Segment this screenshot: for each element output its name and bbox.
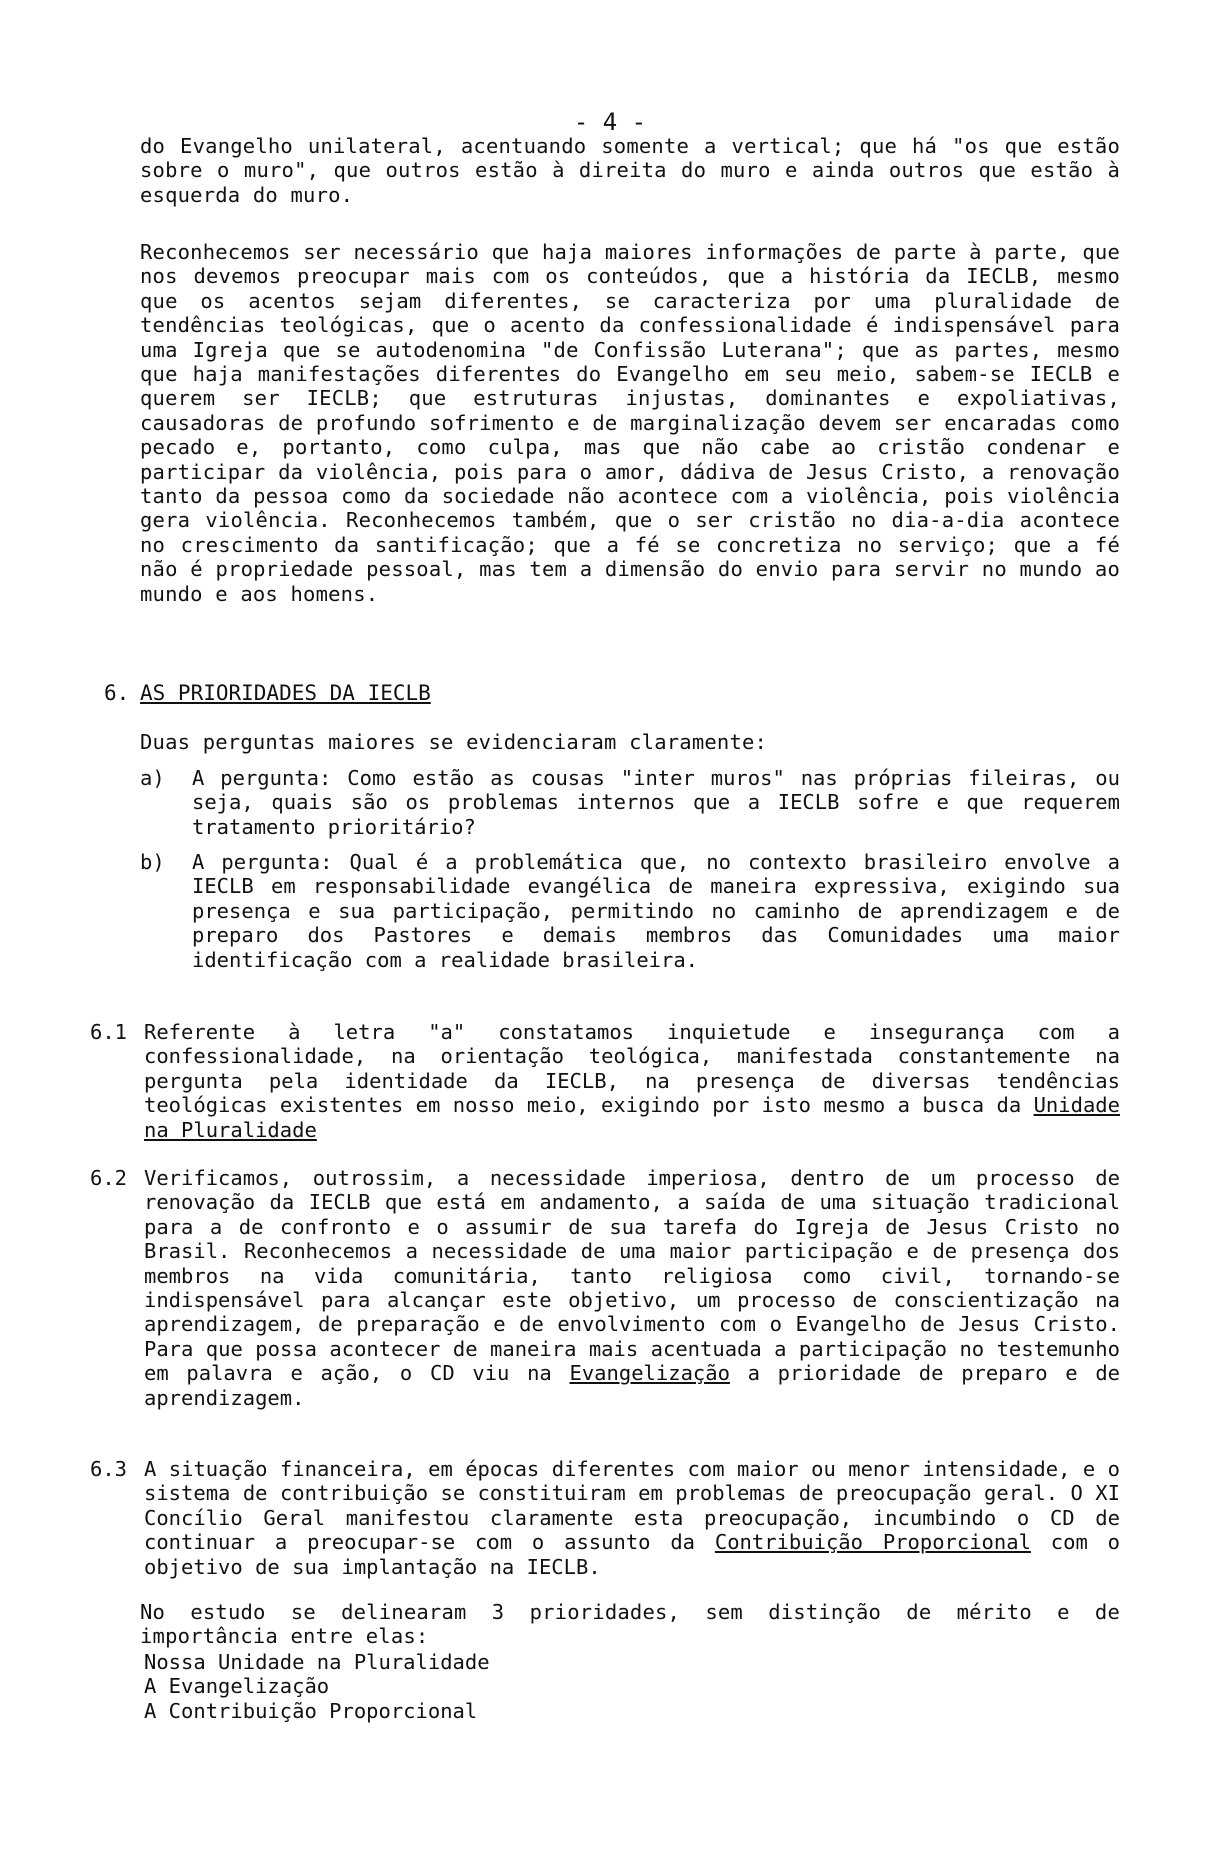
section-6-1-number: 6.1	[90, 1020, 128, 1044]
section-6-title: AS PRIORIDADES DA IECLB	[140, 681, 431, 705]
section-6-2-number: 6.2	[90, 1166, 128, 1190]
priority-item: A Evangelização	[144, 1674, 330, 1699]
question-a-label: a)	[140, 766, 165, 790]
question-b-text: A pergunta: Qual é a problemática que, no contexto brasileiro envolve a IECLB em responsabilidade evangélica de maneira expressiva, exigindo sua presença e sua participação, permitindo no caminho de aprendizagem e de preparo dos Pastores e demais membros das Comunidades uma maior identificação com a realidade brasileira.	[192, 850, 1120, 972]
intro-paragraph: do Evangelho unilateral, acentuando somente a vertical; que há "os que estão sobre o muro", que outros estão à direita do muro e ainda outros que estão à esquerda do muro.	[140, 134, 1120, 207]
section-6-lead: Duas perguntas maiores se evidenciaram claramente:	[140, 730, 768, 754]
section-6-1	[90, 1020, 1120, 1142]
section-6-2	[90, 1166, 1120, 1410]
question-a-text: A pergunta: Como estão as cousas "inter muros" nas próprias fileiras, ou seja, quais são os problemas internos que a IECLB sofre e que requerem tratamento prioritário?	[192, 766, 1120, 839]
question-b-label: b)	[140, 850, 165, 874]
priority-item: Nossa Unidade na Pluralidade	[144, 1650, 490, 1674]
section-6-2-underlined: Evangelização	[569, 1361, 730, 1386]
section-6-3-lead: No estudo se delinearam 3 prioridades, sem distinção de mérito e de importância entre elas:	[140, 1600, 1120, 1649]
section-6-2-text-block	[144, 1166, 1120, 1410]
priorities-list	[144, 1650, 490, 1723]
question-a	[140, 766, 1120, 839]
section-6-heading	[104, 680, 431, 706]
section-6-3-text-block	[144, 1457, 1120, 1579]
section-6-2-tail: a prioridade de preparo e de aprendizagem.	[144, 1361, 1121, 1410]
section-6-1-text: Referente à letra "a" constatamos inquietude e insegurança com a confessionalidade, na orientação teológica, manifestada constantemente na pergunta pela identidade da IECLB, na presença de diversas tendências teológicas existentes em nosso meio, exigindo por isto mesmo a busca da	[144, 1020, 1120, 1118]
section-6-number: 6.	[104, 681, 130, 705]
section-6-3-underlined: Contribuição Proporcional	[714, 1530, 1031, 1555]
section-6-3-text: A situação financeira, em épocas diferentes com maior ou menor intensidade, e o sistema de contribuição se constituiram em problemas de preocupação geral. O XI Concílio Geral manifestou claramente esta preocupação, incumbindo o CD de continuar a preocupar-se com o assunto da	[144, 1457, 1120, 1555]
recognition-paragraph: Reconhecemos ser necessário que haja maiores informações de parte à parte, que nos devemos preocupar mais com os conteúdos, que a história da IECLB, mesmo que os acentos sejam diferentes, se caracteriza por uma pluralidade de tendências teológicas, que o acento da confessionalidade é indispensável para uma Igreja que se autodenomina "de Confissão Luterana"; que as partes, mesmo que haja manifestações diferentes do Evangelho em seu meio, sabem-se IECLB e querem ser IECLB; que estruturas injustas, dominantes e expoliativas, causadoras de profundo sofrimento e de marginalização devem ser encaradas como pecado e, portanto, como culpa, mas que não cabe ao cristão condenar e participar da violência, pois para o amor, dádiva de Jesus Cristo, a renovação tanto da pessoa como da sociedade não acontece com a violência, pois violência gera violência. Reconhecemos também, que o ser cristão no dia-a-dia acontece no crescimento da santificação; que a fé se concretiza no serviço; que a fé não é propriedade pessoal, mas tem a dimensão do envio para servir no mundo ao mundo e aos homens.	[140, 240, 1120, 606]
section-6-3-number: 6.3	[90, 1457, 128, 1481]
section-6-3	[90, 1457, 1120, 1579]
section-6-1-text-block	[144, 1020, 1120, 1142]
section-6-3-tail: com o objetivo de sua implantação na IECLB.	[144, 1530, 1120, 1579]
section-6-2-text: Verificamos, outrossim, a necessidade imperiosa, dentro de um processo de renovação da IECLB que está em andamento, a saída de uma situação tradicional para a de confronto e o assumir de sua tarefa do Igreja de Jesus Cristo no Brasil. Reconhecemos a necessidade de uma maior participação e de presença dos membros na vida comunitária, tanto religiosa como civil, tornando-se indispensável para alcançar este objetivo, um processo de conscientização na aprendizagem, de preparação e de envolvimento com o Evangelho de Jesus Cristo. Para que possa acontecer de maneira mais acentuada a participação no testemunho em palavra e ação, o CD viu na	[144, 1166, 1120, 1386]
section-6-1-underlined: Unidade na Pluralidade	[144, 1093, 1120, 1142]
question-b	[140, 850, 1120, 972]
page-number: - 4 -	[573, 108, 647, 136]
priority-item: A Contribuição Proporcional	[144, 1698, 478, 1723]
